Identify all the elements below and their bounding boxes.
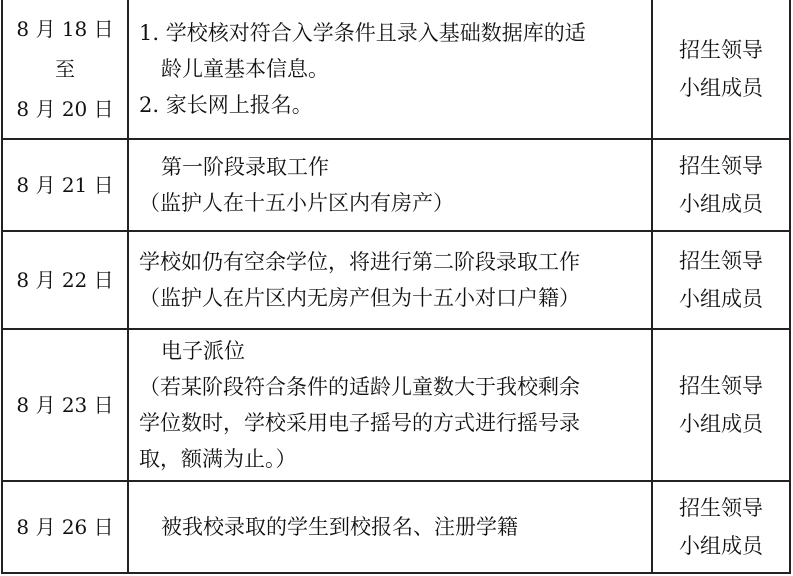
date-cell [2,139,128,231]
date-cell [2,0,128,139]
task-line: 学位数时，学校采用电子摇号的方式进行摇号录 [139,411,580,435]
responsible-text: 招生领导 [679,249,763,273]
responsible-text: 小组成员 [679,287,763,311]
responsible-text: 小组成员 [679,192,763,216]
date-cell [2,481,128,573]
date-text: 8 月 23 日 [16,393,114,417]
responsible-text: 小组成员 [679,534,763,558]
responsible-cell [652,231,790,329]
responsible-cell [652,139,790,231]
date-text: 8 月 22 日 [16,268,114,292]
date-text: 8 月 20 日 [16,97,114,121]
date-text: 8 月 18 日 [16,17,114,41]
task-line: 龄儿童基本信息。 [161,57,329,81]
date-text: 8 月 21 日 [16,173,114,197]
task-cell [128,231,652,329]
responsible-text: 招生领导 [679,38,763,62]
responsible-text: 招生领导 [679,374,763,398]
date-cell [2,329,128,481]
task-line: （监护人在片区内无房产但为十五小对口户籍） [139,286,580,310]
task-line: （若某阶段符合条件的适龄儿童数大于我校剩余 [139,375,580,399]
date-text: 至 [55,57,75,81]
table-row [2,231,790,329]
table-row [2,481,790,573]
task-cell [128,481,652,573]
responsible-cell [652,481,790,573]
responsible-text: 招生领导 [679,496,763,520]
task-cell [128,329,652,481]
task-cell [128,0,652,139]
table-row [2,329,790,481]
table-row [2,0,790,139]
task-cell [128,139,652,231]
task-line: 学校如仍有空余学位，将进行第二阶段录取工作 [139,250,580,274]
table-row [2,139,790,231]
task-line: 2. 家长网上报名。 [139,93,313,117]
responsible-cell [652,0,790,139]
responsible-text: 小组成员 [679,76,763,100]
responsible-cell [652,329,790,481]
responsible-text: 小组成员 [679,412,763,436]
enrollment-schedule-table [1,0,791,574]
responsible-text: 招生领导 [679,154,763,178]
task-line: 第一阶段录取工作 [161,155,329,179]
task-line: 1. 学校核对符合入学条件且录入基础数据库的适 [139,21,586,45]
date-cell [2,231,128,329]
task-line: 取，额满为止。） [139,447,297,471]
task-line: 被我校录取的学生到校报名、注册学籍 [161,515,518,539]
task-line: （监护人在十五小片区内有房产） [139,191,454,215]
task-line: 电子派位 [161,339,245,363]
date-text: 8 月 26 日 [16,515,114,539]
